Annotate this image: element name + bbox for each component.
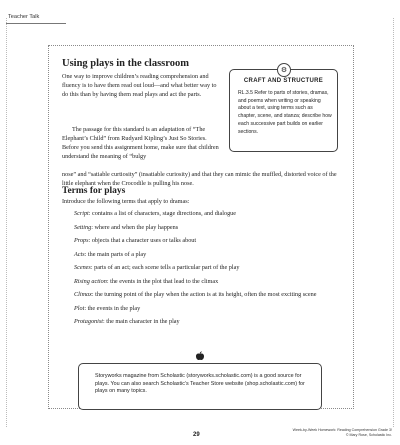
term-name: Scenes xyxy=(74,264,91,271)
article-title: Using plays in the classroom xyxy=(62,58,189,69)
term-definition: : the main character in the play xyxy=(103,318,180,325)
term-item xyxy=(74,250,334,259)
sidebar-text: RL.3.5 Refer to parts of stories, dramas, and poems when writing or speaking about a text, using terms such as chapter, scene, and stanza; describe how each successive part builds on earlier sections. xyxy=(238,90,332,135)
intro-paragraph: One way to improve children’s reading comprehension and fluency is to have them read out loud—and what better way to do this than by having them read plays and act the parts. xyxy=(62,73,217,98)
term-name: Script xyxy=(74,210,89,217)
term-definition: : contains a list of characters, stage directions, and dialogue xyxy=(88,210,237,217)
term-definition: : where and when the play happens xyxy=(91,223,179,231)
gear-icon: ⚙ xyxy=(277,63,291,77)
term-definition: : the turning point of the play when the action is at its height, often the most exciting scene xyxy=(91,291,317,298)
term-definition: : the main parts of a play xyxy=(84,250,147,258)
sidebar-title: CRAFT AND STRUCTURE xyxy=(243,78,324,84)
footer-book-title: Week-by-Week Homework: Reading Comprehension Grade 3! xyxy=(292,428,392,432)
term-item xyxy=(74,209,334,218)
term-name: Climax xyxy=(74,291,92,298)
term-name: Props xyxy=(74,237,89,244)
term-definition: : the events in the plot that lead to the climax xyxy=(106,277,219,285)
resource-note-box xyxy=(78,363,322,410)
term-definition: : the events in the play xyxy=(84,304,141,312)
term-definition: : parts of an act; each scene tells a particular part of the play xyxy=(90,264,240,271)
terms-heading: Terms for plays xyxy=(62,186,126,196)
term-name: Acts xyxy=(74,250,85,258)
term-item xyxy=(74,277,334,286)
right-margin-dots xyxy=(393,18,394,427)
term-name: Rising action xyxy=(74,277,107,285)
terms-list xyxy=(74,209,334,331)
page-number: 29 xyxy=(193,432,200,438)
passage-paragraph: The passage for this standard is an adaptation of “The Elephant’s Child” from Rudyard Kipling’s Just So Stories. Before you send this assignment home, make sure that children understand the meaning of “bulgy xyxy=(62,126,219,160)
term-item xyxy=(74,304,334,313)
passage-paragraph-continued: nose” and “satiable curtiosity” (insatiable curiosity) and that they can mimic the muffled, distorted voice of the little elephant when the Crocodile is pulling his nose. xyxy=(62,171,337,187)
term-name: Protagonist xyxy=(74,318,103,325)
term-name: Setting xyxy=(74,223,92,231)
footer-copyright: © Mary Rose, Scholastic Inc. xyxy=(345,433,392,437)
term-item xyxy=(74,263,334,272)
standards-sidebar xyxy=(229,66,338,152)
term-item xyxy=(74,317,334,326)
term-definition: : objects that a character uses or talks about xyxy=(88,237,197,244)
apple-icon xyxy=(195,351,205,361)
term-item xyxy=(74,223,334,232)
left-margin-dots xyxy=(6,18,7,427)
terms-intro: Introduce the following terms that apply to dramas: xyxy=(62,198,190,205)
section-header: Teacher Talk xyxy=(8,14,40,20)
footer-credits xyxy=(293,428,392,438)
resource-note-text: Storyworks magazine from Scholastic (storyworks.scholastic.com) is a good source for plays. You can also search Scholastic’s Teacher Store website (shop.scholastic.com) for plays on many topics. xyxy=(95,373,305,395)
term-name: Plot xyxy=(74,304,85,312)
term-item xyxy=(74,236,334,245)
term-item xyxy=(74,290,334,299)
header-rule xyxy=(6,23,66,24)
